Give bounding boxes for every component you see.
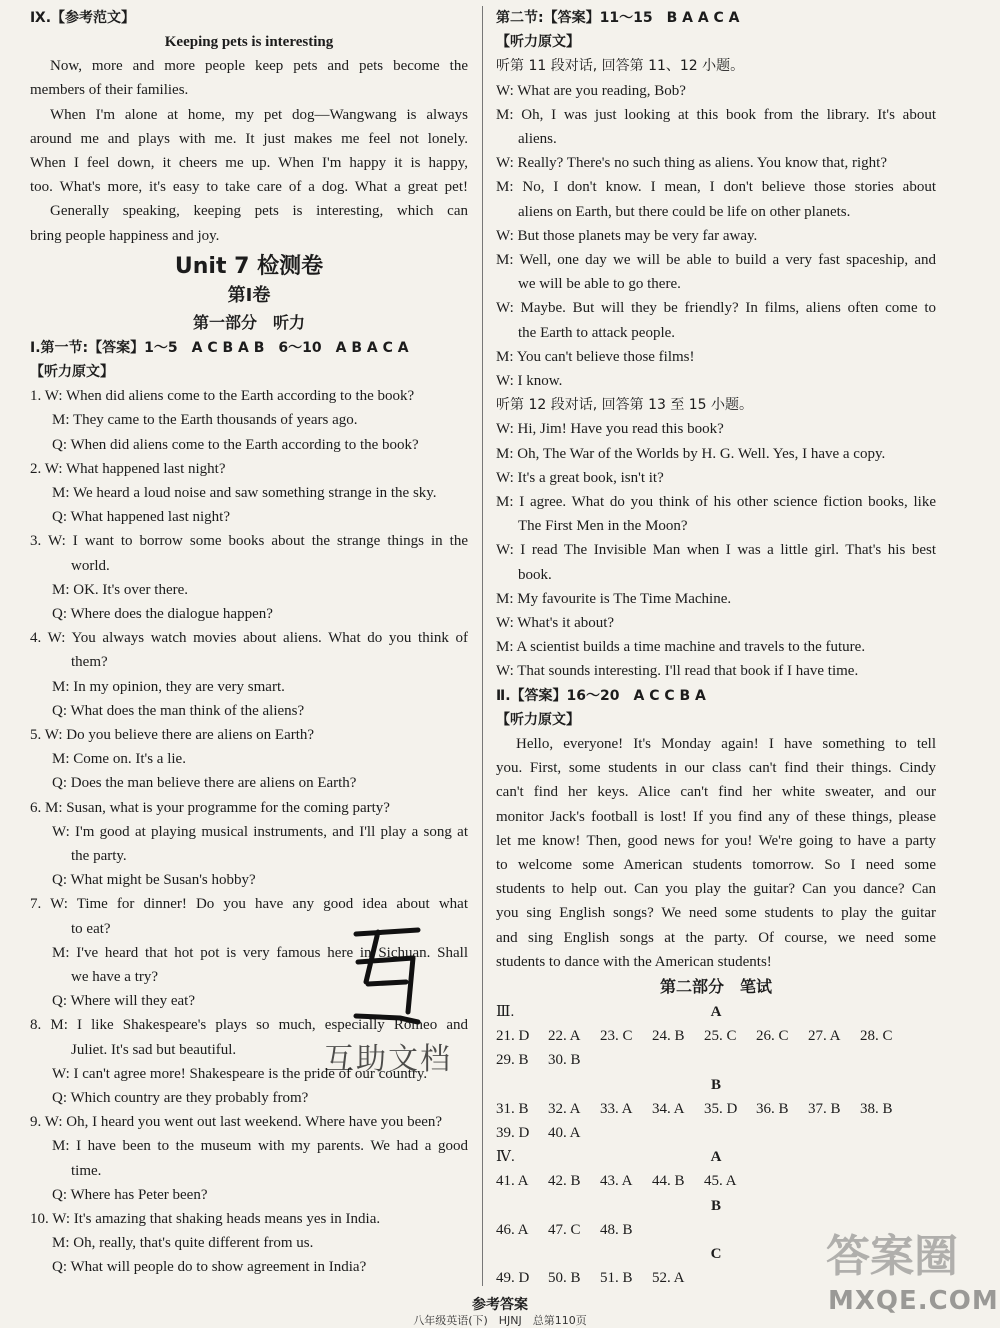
text-line: W: It's a great book, isn't it? — [496, 469, 664, 486]
right-column — [496, 6, 936, 1290]
text-line: W: I know. — [496, 372, 563, 389]
answer-item: 26. C — [756, 1028, 789, 1045]
text-line: the party. — [71, 847, 127, 864]
text-line: M: OK. It's over there. — [52, 581, 189, 598]
section-letter: B — [710, 1076, 721, 1093]
text-line: 听第 12 段对话, 回答第 13 至 15 小题。 — [496, 397, 754, 414]
answer-item: 23. C — [600, 1028, 633, 1045]
text-line: M: They came to the Earth thousands of years ago. — [52, 412, 358, 429]
answer-item: 46. A — [496, 1221, 529, 1238]
essay-title: Keeping pets is interesting — [164, 34, 334, 51]
text-line: Q: Where does the dialogue happen? — [52, 605, 273, 622]
text-line: you. First, some students in our class can't find their things. Cindy — [496, 760, 936, 777]
text-line: the Earth to attack people. — [518, 324, 676, 341]
text-line: W: What's it about? — [496, 614, 615, 631]
answer-row — [496, 1169, 936, 1193]
text-line: world. — [71, 557, 110, 574]
section-letter: A — [710, 1003, 722, 1020]
answer-item: 27. A — [808, 1028, 841, 1045]
answer-item: 38. B — [860, 1100, 893, 1117]
unit-title: Unit 7 检测卷 — [174, 253, 324, 279]
text-line: W: Hi, Jim! Have you read this book? — [496, 421, 724, 438]
transcript-label: 【听力原文】 — [30, 363, 114, 380]
answer-item: 42. B — [548, 1173, 581, 1190]
text-line: aliens. — [518, 131, 557, 147]
logo-text: 答案圈 — [826, 1231, 958, 1282]
text-line: time. — [71, 1162, 102, 1179]
footer-title: 参考答案 — [472, 1297, 528, 1313]
text-line: M: Oh, The War of the Worlds by H. G. Well. Yes, I have a copy. — [496, 445, 886, 462]
text-line: to eat? — [71, 920, 111, 937]
answer-item: 40. A — [548, 1124, 581, 1141]
answer-item: 28. C — [860, 1028, 893, 1045]
transcript-label: 【听力原文】 — [496, 711, 580, 728]
text-line: M: You can't believe those films! — [496, 348, 695, 365]
text-line: W: That sounds interesting. I'll read that book if I have time. — [496, 663, 859, 680]
text-line: W: I can't agree more! Shakespeare is the pride of our country. — [52, 1065, 428, 1082]
text-line: Q: What will people do to show agreement in India? — [52, 1259, 367, 1276]
answer-item: 45. A — [704, 1173, 737, 1190]
answer-item: 43. A — [600, 1173, 633, 1190]
answer-item: 21. D — [496, 1028, 530, 1045]
answer-item: 25. C — [704, 1028, 737, 1045]
answer-item: 44. B — [652, 1173, 685, 1190]
text-line: to welcome some American students tomorrow. So I need some — [496, 856, 936, 873]
answer-item: 22. A — [548, 1028, 581, 1045]
text-line: M: Oh, really, that's quite different from us. — [52, 1235, 314, 1252]
text-line: 10. W: It's amazing that shaking heads means yes in India. — [30, 1210, 381, 1227]
handwritten-scribble-icon — [348, 922, 438, 1032]
answer-row — [496, 1097, 936, 1121]
text-line: too. What's more, it's easy to take care of a dog. What a great pet! — [30, 179, 468, 196]
text-line: bring people happiness and joy. — [30, 227, 220, 244]
section-letter: C — [710, 1245, 722, 1262]
text-line: Q: Where has Peter been? — [52, 1186, 208, 1203]
answer-item: 47. C — [548, 1221, 581, 1238]
dialogue-list — [30, 384, 468, 1279]
text-line: When I feel down, it cheers me up. When I'm happy it is happy, — [30, 154, 468, 171]
logo-url: MXQE.COM — [828, 1286, 999, 1316]
text-line: M: No, I don't know. I mean, I don't believe those stories about — [496, 179, 936, 196]
answer-item: 33. A — [600, 1100, 633, 1117]
text-line: can't find her keys. Alice can't find her white sweater, and our — [496, 784, 936, 801]
text-line: Generally speaking, keeping pets is interesting, which can — [50, 203, 468, 220]
part-title: 第一部分 听力 — [192, 312, 305, 332]
section-letter: A — [710, 1149, 722, 1166]
section-letter: B — [710, 1197, 721, 1214]
text-line: book. — [518, 566, 552, 583]
text-line: and sing English songs at the party. Of course, we need some — [496, 929, 936, 946]
answer-item: 50. B — [548, 1270, 581, 1287]
text-line: them? — [71, 654, 108, 671]
text-line: Now, more and more people keep pets and pets become the — [50, 58, 468, 75]
text-line: M: I agree. What do you think of his other science fiction books, like — [496, 494, 936, 510]
text-line: monitor Jack's football is lost! If you find any of these things, please — [496, 808, 936, 825]
text-line: 5. W: Do you believe there are aliens on Earth? — [30, 726, 315, 743]
text-line: Q: Which country are they probably from? — [52, 1089, 309, 1106]
text-line: M: Come on. It's a lie. — [52, 751, 186, 768]
text-line: Q: Where will they eat? — [52, 993, 195, 1010]
answer-item: 34. A — [652, 1100, 685, 1117]
answer-row — [496, 1024, 936, 1048]
text-line: we will be able to go there. — [518, 276, 681, 293]
text-line: M: I've heard that hot pot is very famous here in Sichuan. Shall — [52, 944, 468, 961]
answer-item: 49. D — [496, 1270, 530, 1287]
text-line: we have a try? — [71, 968, 159, 985]
section-number: Ⅳ. — [496, 1149, 515, 1166]
text-line: Hello, everyone! It's Monday again! I have something to tell — [516, 736, 936, 752]
text-line: Juliet. It's sad but beautiful. — [71, 1041, 237, 1058]
section-number: Ⅲ. — [496, 1003, 515, 1020]
text-line: W: I read The Invisible Man when I was a little girl. That's his best — [496, 542, 936, 559]
volume-title: 第Ⅰ卷 — [227, 284, 271, 306]
answer-item: 39. D — [496, 1124, 530, 1141]
answer-item: 51. B — [600, 1270, 633, 1287]
text-line: 6. M: Susan, what is your programme for the coming party? — [30, 799, 390, 816]
answer-item: 24. B — [652, 1028, 685, 1045]
answer-line: Ⅰ.第一节:【答案】1～5 A C B A B 6～10 A B A C A — [30, 339, 409, 356]
text-line: 4. W: You always watch movies about aliens. What do you think of — [30, 630, 468, 647]
text-line: around me and plays with me. It just makes me feel not lonely. — [30, 130, 468, 147]
section-header: Ⅸ.【参考范文】 — [30, 10, 136, 26]
dialogue-list — [496, 54, 936, 683]
answer-item: 41. A — [496, 1173, 529, 1190]
text-line: M: A scientist builds a time machine and travels to the future. — [496, 639, 866, 656]
answer-row — [496, 1048, 936, 1072]
text-line: 8. M: I like Shakespeare's plays so much, especially Romeo and — [30, 1017, 468, 1034]
text-line: M: I have been to the museum with my parents. We had a good — [52, 1138, 468, 1155]
site-logo-icon — [820, 1225, 990, 1285]
text-line: When I'm alone at home, my pet dog—Wangwang is always — [50, 106, 468, 123]
text-line: members of their families. — [30, 82, 189, 99]
text-line: 1. W: When did aliens come to the Earth according to the book? — [30, 388, 415, 405]
text-line: aliens on Earth, but there could be life on other planets. — [518, 203, 851, 220]
text-line: M: Well, one day we will be able to build a very fast spaceship, and — [496, 252, 936, 268]
answer-line: 第二节:【答案】11～15 B A A C A — [496, 10, 740, 26]
text-line: Q: When did aliens come to the Earth according to the book? — [52, 436, 419, 453]
answer-item: 52. A — [652, 1270, 685, 1287]
answer-item: 37. B — [808, 1100, 841, 1117]
answer-item: 36. B — [756, 1100, 789, 1117]
answer-item: 30. B — [548, 1052, 581, 1069]
text-line: M: Oh, I was just looking at this book from the library. It's about — [496, 106, 936, 123]
text-line: Q: What does the man think of the aliens? — [52, 702, 305, 719]
text-line: let me know! Then, good news for you! We're going to have a party — [496, 832, 936, 849]
text-line: W: Maybe. But will they be friendly? In films, aliens often come to — [496, 300, 936, 317]
part-title: 第二部分 笔试 — [659, 976, 772, 996]
text-line: W: But those planets may be very far away. — [496, 227, 758, 244]
text-line: 7. W: Time for dinner! Do you have any good idea about what — [30, 896, 468, 913]
text-line: Q: What might be Susan's hobby? — [52, 872, 256, 889]
answer-item: 29. B — [496, 1052, 529, 1069]
text-line: 9. W: Oh, I heard you went out last weekend. Where have you been? — [30, 1114, 443, 1131]
transcript-label: 【听力原文】 — [496, 34, 580, 51]
column-divider — [482, 6, 483, 1286]
text-line: M: In my opinion, they are very smart. — [52, 678, 285, 695]
footer-subtitle: 八年级英语(下) HJNJ 总第110页 — [413, 1314, 587, 1327]
text-line: 2. W: What happened last night? — [30, 460, 226, 477]
text-line: W: What are you reading, Bob? — [496, 82, 686, 99]
answer-item: 32. A — [548, 1100, 581, 1117]
text-line: Q: What happened last night? — [52, 509, 231, 526]
essay-body — [30, 54, 468, 248]
passage-body — [496, 732, 936, 974]
handwritten-stamp: 互助文档 — [324, 1042, 452, 1077]
text-line: Q: Does the man believe there are aliens on Earth? — [52, 775, 357, 792]
answer-line: Ⅱ.【答案】16～20 A C C B A — [496, 687, 706, 704]
answer-item: 31. B — [496, 1100, 529, 1117]
text-line: W: Really? There's no such thing as aliens. You know that, right? — [496, 155, 887, 172]
text-line: W: I'm good at playing musical instruments, and I'll play a song at — [52, 823, 468, 840]
text-line: M: My favourite is The Time Machine. — [496, 590, 732, 607]
text-line: you sing English songs? We need some students to play the guitar — [496, 905, 936, 922]
text-line: students to help out. Can you play the guitar? Can you dance? Can — [496, 881, 936, 898]
text-line: students to dance with the American students! — [496, 953, 772, 970]
left-column — [30, 6, 468, 1280]
answer-item: 48. B — [600, 1221, 633, 1238]
answer-item: 35. D — [704, 1100, 738, 1117]
text-line: 听第 11 段对话, 回答第 11、12 小题。 — [496, 58, 745, 75]
text-line: M: We heard a loud noise and saw something strange in the sky. — [52, 484, 437, 501]
text-line: The First Men in the Moon? — [518, 518, 688, 535]
answer-row — [496, 1121, 936, 1145]
text-line: 3. W: I want to borrow some books about the strange things in the — [30, 533, 468, 550]
